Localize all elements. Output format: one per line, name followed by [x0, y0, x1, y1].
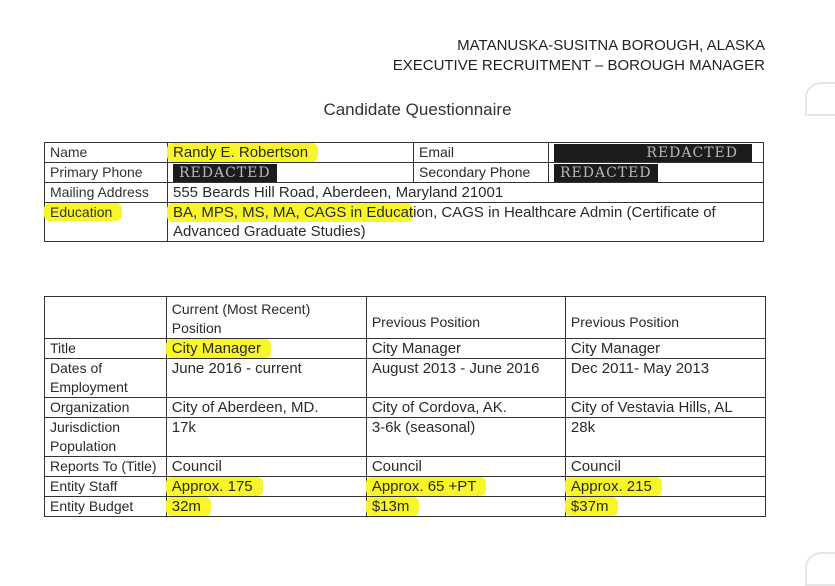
secondary-phone-cell — [549, 163, 764, 183]
cell: City of Aberdeen, MD. — [166, 398, 366, 418]
cell — [166, 339, 366, 359]
cell: Dec 2011- May 2013 — [565, 359, 765, 398]
cell: 3-6k (seasonal) — [366, 418, 565, 457]
education-highlighted: BA, MPS, MS, MA, CAGS in Educat — [167, 203, 413, 222]
header-cell-previous-1 — [366, 297, 565, 339]
row-label-population: Jurisdiction Population — [45, 418, 167, 457]
budget-current: 32m — [166, 497, 211, 516]
cell: City of Cordova, AK. — [366, 398, 565, 418]
staff-previous-2: Approx. 215 — [565, 477, 662, 496]
header-org-line: MATANUSKA-SUSITNA BOROUGH, ALASKA — [457, 37, 765, 54]
table-row — [45, 359, 766, 398]
staff-previous-1: Approx. 65 +PT — [366, 477, 487, 496]
header-cell-previous-2 — [565, 297, 765, 339]
cell — [166, 477, 366, 497]
address-value: 555 Beards Hill Road, Aberdeen, Maryland 21001 — [168, 183, 764, 203]
page-title: Candidate Questionnaire — [323, 100, 512, 119]
table-row — [45, 418, 766, 457]
education-rest: ion, CAGS in Healthcare Admin (Certificate of — [413, 204, 716, 221]
secondary-phone-redaction: REDACTED — [554, 164, 658, 182]
row-label-reports-to: Reports To (Title) — [45, 457, 167, 477]
staff-current: Approx. 175 — [166, 477, 263, 496]
table-row — [45, 203, 764, 242]
table-row — [45, 497, 766, 517]
email-redaction: REDACTED — [554, 144, 752, 162]
address-label: Mailing Address — [45, 183, 168, 203]
cell — [565, 477, 765, 497]
document-header — [393, 36, 765, 76]
email-cell — [549, 143, 764, 163]
contact-table — [44, 142, 764, 242]
table-row — [45, 457, 766, 477]
header-recruitment-line: EXECUTIVE RECRUITMENT – BOROUGH MANAGER — [392, 57, 765, 74]
header-previous-1-text: Previous Position — [371, 314, 480, 330]
cell: City Manager — [366, 339, 565, 359]
table-row — [45, 163, 764, 183]
cell — [565, 497, 765, 517]
primary-phone-cell — [168, 163, 414, 183]
cell: Council — [366, 457, 565, 477]
cell — [166, 497, 366, 517]
cell: 28k — [565, 418, 765, 457]
row-label-organization: Organization — [45, 398, 167, 418]
row-label-budget: Entity Budget — [45, 497, 167, 517]
positions-table — [44, 296, 766, 517]
budget-previous-1: $13m — [366, 497, 420, 516]
row-label-staff: Entity Staff — [45, 477, 167, 497]
primary-phone-label: Primary Phone — [45, 163, 168, 183]
name-cell — [168, 143, 414, 163]
cell — [366, 477, 565, 497]
budget-previous-2: $37m — [565, 497, 619, 516]
row-label-dates: Dates of Employment — [45, 359, 167, 398]
table-row — [45, 183, 764, 203]
scan-artifact-top — [805, 82, 835, 116]
cell: Council — [166, 457, 366, 477]
education-line2: Advanced Graduate Studies) — [173, 223, 366, 240]
name-value: Randy E. Robertson — [167, 143, 318, 162]
cell: June 2016 - current — [166, 359, 366, 398]
secondary-phone-label: Secondary Phone — [414, 163, 549, 183]
cell: August 2013 - June 2016 — [366, 359, 565, 398]
table-row — [45, 477, 766, 497]
education-label: Education — [44, 203, 122, 221]
scan-artifact-bottom — [805, 552, 835, 586]
education-cell — [168, 203, 764, 242]
education-label-cell — [45, 203, 168, 242]
name-label: Name — [45, 143, 168, 163]
header-previous-2-text: Previous Position — [570, 314, 680, 330]
cell: 17k — [166, 418, 366, 457]
table-row — [45, 339, 766, 359]
email-label: Email — [414, 143, 549, 163]
cell — [366, 497, 565, 517]
cell: City of Vestavia Hills, AL — [565, 398, 765, 418]
row-label-title: Title — [45, 339, 167, 359]
cell: City Manager — [565, 339, 765, 359]
primary-phone-redaction: REDACTED — [173, 164, 277, 182]
title-current: City Manager — [166, 339, 271, 358]
cell: Council — [565, 457, 765, 477]
header-cell-current: Current (Most Recent) Position — [166, 297, 366, 339]
table-header-row — [45, 297, 766, 339]
table-row — [45, 398, 766, 418]
table-row — [45, 143, 764, 163]
header-cell-blank — [45, 297, 167, 339]
